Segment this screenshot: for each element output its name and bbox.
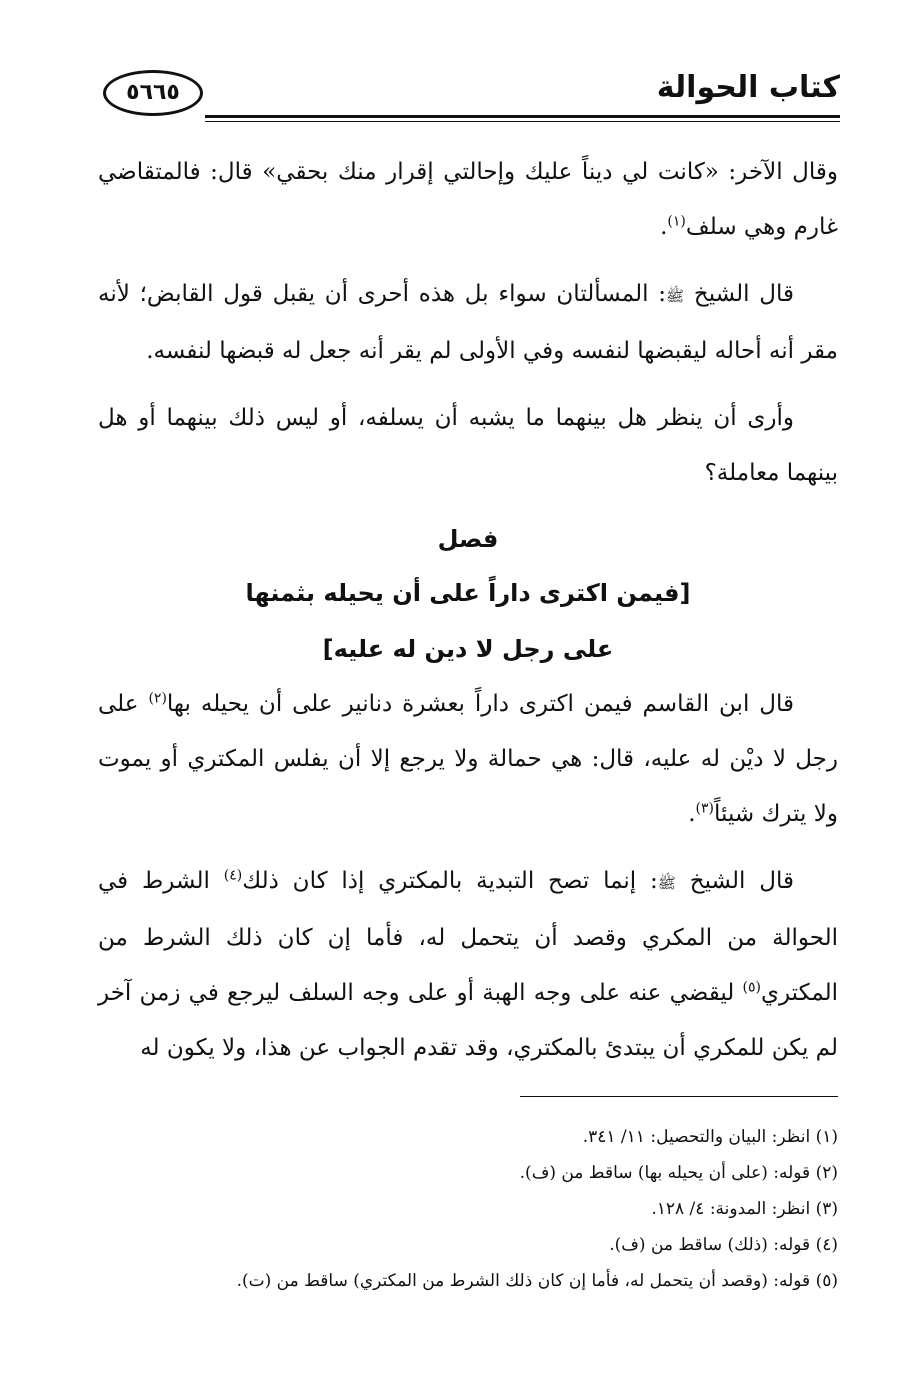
paragraph-4-text-b: على رجل لا ديْن له عليه، قال: هي حمالة ولا يرجع إلا أن يفلس المكتري أو يموت ولا يترك شيئاً <box>98 691 838 827</box>
book-title: كتاب الحوالة <box>656 70 840 105</box>
footnote-ref-1: (١) <box>667 213 686 230</box>
footnote-ref-5: (٥) <box>742 979 761 996</box>
paragraph-2-text: : المسألتان سواء بل هذه أحرى أن يقبل قول القابض؛ لأنه مقر أنه أحاله ليقبضها لنفسه وفي الأولى لم يقر أنه جعل له قبضها لنفسه. <box>98 281 838 364</box>
paragraph-3 <box>98 391 838 501</box>
footnote-2: (٢) قوله: (على أن يحيله بها) ساقط من (ف). <box>519 1163 838 1183</box>
section-subtitle-line-2: على رجل لا دين له عليه] <box>322 635 614 663</box>
paragraph-3-text: وأرى أن ينظر هل بينهما ما يشبه أن يسلفه، أو ليس ذلك بينهما أو هل بينهما معاملة؟ <box>98 405 838 486</box>
page-header <box>95 60 840 126</box>
section-subtitle-line-1: [فيمن اكترى داراً على أن يحيله بثمنها <box>245 579 691 607</box>
footnote-4: (٤) قوله: (ذلك) ساقط من (ف). <box>609 1235 838 1255</box>
footnote-1: (١) انظر: البيان والتحصيل: ١١/ ٣٤١. <box>582 1127 838 1147</box>
paragraph-5-lead: قال الشيخ <box>689 868 794 894</box>
page-body <box>98 145 838 1088</box>
footnote-ref-2: (٢) <box>148 690 167 707</box>
paragraph-5-text-a: : إنما تصح التبدية بالمكتري إذا كان ذلك <box>242 868 658 894</box>
paragraph-2 <box>98 267 838 379</box>
paragraph-1-text: وقال الآخر: «كانت لي ديناً عليك وإحالتي إقرار منك بحقي» قال: فالمتقاضي غارم وهي سلف <box>98 159 838 240</box>
paragraph-5-text-c: ليقضي عنه على وجه الهبة أو على وجه السلف ليرجع في زمن آخر لم يكن للمكري أن يبتدئ بالمكتري، وقد تقدم الجواب عن هذا، ولا يكون له <box>98 980 838 1061</box>
paragraph-1: وقال الآخر: «كانت لي ديناً عليك وإحالتي إقرار منك بحقي» قال: فالمتقاضي غارم وهي سلف$^{(١)}$. <box>98 159 838 240</box>
footnote-ref-4: (٤) <box>223 867 243 884</box>
paragraph-4-text-a: قال ابن القاسم فيمن اكترى داراً بعشرة دنانير على أن يحيله بها <box>166 691 794 717</box>
paragraph-5-text-b: الشرط في الحوالة من المكري وقصد أن يتحمل له، فأما إن كان ذلك الشرط من المكتري <box>98 868 839 1006</box>
footnotes <box>98 1119 838 1299</box>
section-title: فصل <box>437 525 499 553</box>
header-rule <box>205 115 840 122</box>
paragraph-4: قال ابن القاسم فيمن اكترى داراً بعشرة دنانير على أن يحيله بها$^{(٢)}$ على رجل لا ديْن له عليه، قال: هي حمالة ولا يرجع إلا أن يفلس المكتري أو يموت ولا يترك شيئاً$^{(٣)}$. <box>98 690 838 827</box>
paragraph-2-lead: قال الشيخ <box>693 281 795 307</box>
paragraph-5 <box>98 854 838 1076</box>
honorific-glyph-2: ﷺ <box>657 874 676 892</box>
honorific-glyph: ﷺ <box>665 287 685 305</box>
footnote-ref-3: (٣) <box>695 800 714 817</box>
footnote-5: (٥) قوله: (وقصد أن يتحمل له، فأما إن كان ذلك الشرط من المكتري) ساقط من (ت). <box>236 1271 838 1291</box>
page-number: ٥٦٦٥ <box>103 70 203 116</box>
footnote-3: (٣) انظر: المدونة: ٤/ ١٢٨. <box>651 1199 838 1219</box>
footnote-separator <box>520 1096 838 1097</box>
